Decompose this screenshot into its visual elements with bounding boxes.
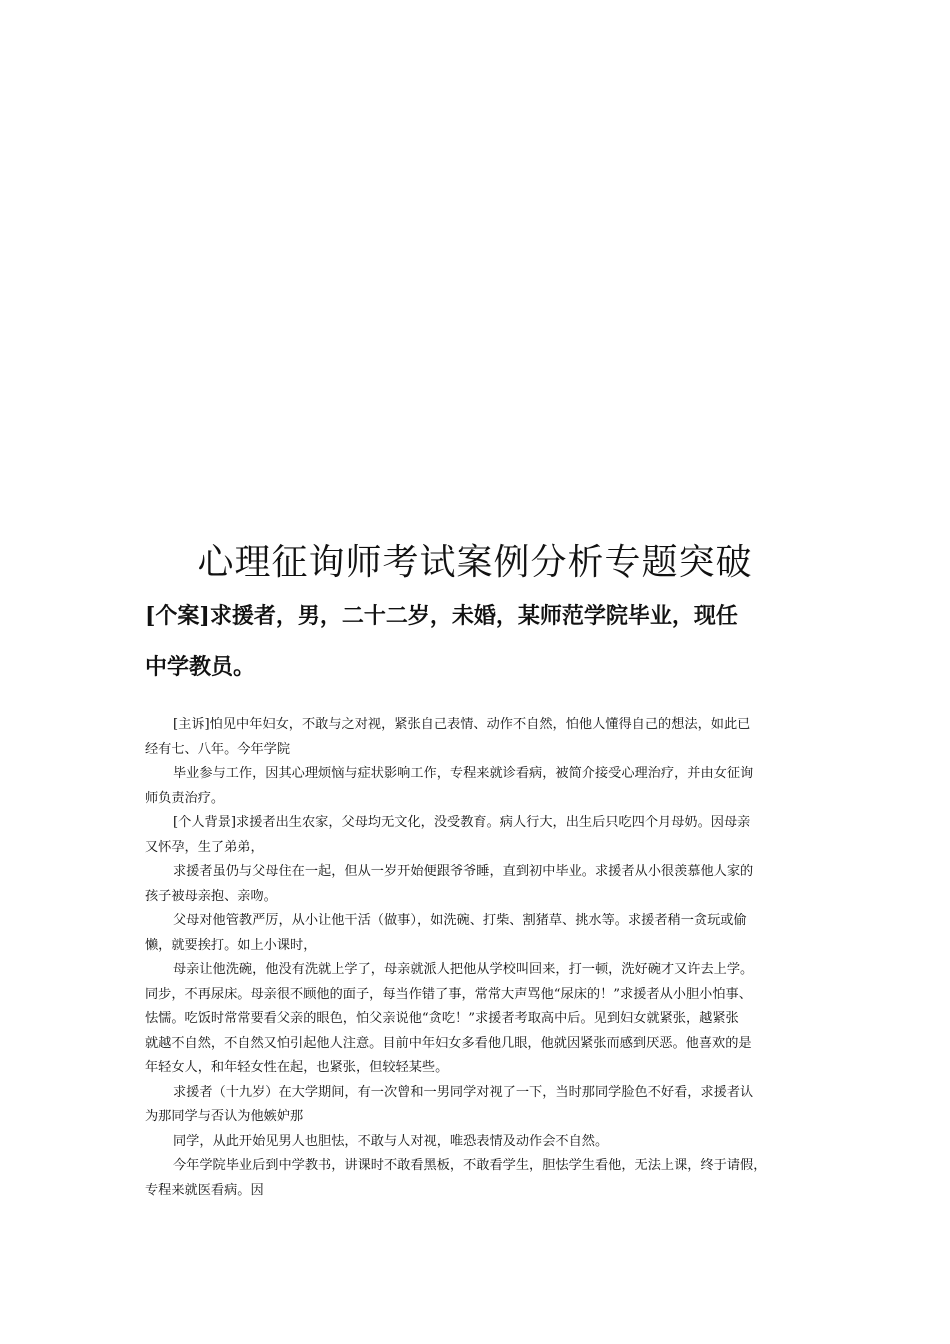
body-line: 懒，就要挨打。如上小课时， <box>145 937 317 953</box>
body-line: 年轻女人，和年轻女性在起，也紧张，但较轻某些。 <box>145 1060 449 1075</box>
body-line: 毕业参与工作，因其心理烦恼与症状影响工作，专程来就诊看病，被简介接受心理治疗，并由女征询 <box>173 766 754 781</box>
body-line: 又怀孕，生了弟弟， <box>145 839 264 855</box>
body-line: 同学，从此开始见男人也胆怯，不敢与人对视，唯恐表情及动作会不自然。 <box>173 1133 609 1149</box>
case-header-line-2: 中学教员。 <box>145 654 256 680</box>
document-title: 心理征询师考试案例分析专题突破 <box>197 542 753 583</box>
body-line: 为那同学与否认为他嫉妒那 <box>145 1109 304 1124</box>
body-line: 怯懦。吃饭时常常要看父亲的眼色，怕父亲说他“贪吃！”求援者考取高中后。见到妇女就紧张，越紧张 <box>145 1011 739 1026</box>
body-line: 就越不自然，不自然又怕引起他人注意。目前中年妇女多看他几眼，他就因紧张而感到厌恶。他喜欢的是 <box>145 1035 752 1051</box>
case-header <box>145 592 815 691</box>
body-line: 专程来就医看病。因 <box>145 1182 264 1198</box>
body-line: 师负责治疗。 <box>145 790 225 806</box>
case-header-line-1: [个案]求援者，男，二十二岁，未婚，某师范学院毕业，现任 <box>145 603 738 629</box>
body-line: [主诉]怕见中年妇女，不敢与之对视，紧张自己表情、动作不自然，怕他人懂得自己的想法，如此已 <box>173 717 751 732</box>
body-line: 求援者（十九岁）在大学期间，有一次曾和一男同学对视了一下，当时那同学脸色不好看，求援者认 <box>173 1084 754 1100</box>
body-line: 求援者虽仍与父母住在一起，但从一岁开始便跟爷爷睡，直到初中毕业。求援者从小很羡慕他人家的 <box>173 864 754 879</box>
body-line: 经有七、八年。今年学院 <box>145 741 291 757</box>
case-body <box>145 713 810 1203</box>
body-line: [个人背景]求援者出生农家，父母均无文化，没受教育。病人行大，出生后只吃四个月母奶。因母亲 <box>173 815 751 830</box>
body-line: 今年学院毕业后到中学教书，讲课时不敢看黑板，不敢看学生，胆怯学生看他，无法上课，终于请假， <box>173 1158 767 1173</box>
body-line: 孩子被母亲抱、亲吻。 <box>145 888 277 904</box>
body-line: 母亲让他洗碗，他没有洗就上学了，母亲就派人把他从学校叫回来，打一顿，洗好碗才又许去上学。 <box>173 962 754 977</box>
body-line: 父母对他管教严厉，从小让他干活（做事），如洗碗、打柴、割猪草、挑水等。求援者稍一贪玩或偷 <box>173 913 747 928</box>
body-line: 同步，不再尿床。母亲很不顾他的面子，每当作错了事，常常大声骂他“尿床的！”求援者从小胆小怕事、 <box>145 986 752 1002</box>
